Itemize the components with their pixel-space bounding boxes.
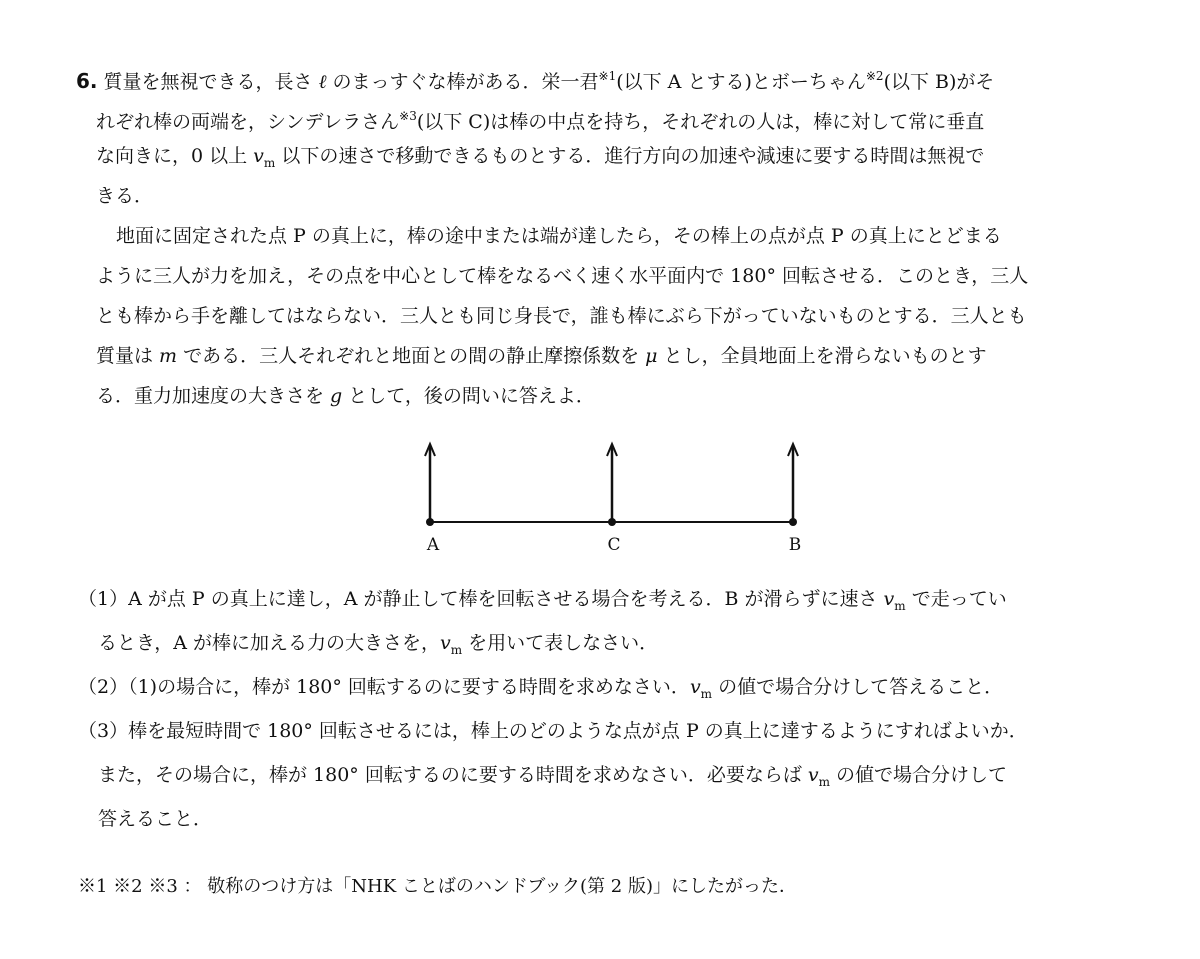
text: (以下 B)がそ: [883, 71, 995, 93]
problem-line-4: きる．: [96, 185, 154, 207]
math-v-subscript: m: [263, 156, 276, 170]
math-m: m: [159, 345, 178, 367]
label-c: C: [607, 535, 621, 555]
footnote-ref-2: ※2: [865, 69, 884, 83]
text: る．重力加速度の大きさを: [96, 385, 331, 407]
math-v-subscript: m: [700, 687, 713, 701]
problem-line-6: ように三人が力を加え，その点を中心として棒をなるべく速く水平面内で 180° 回転させる．このとき，三人: [96, 265, 1029, 287]
math-mu: μ: [645, 345, 658, 367]
label-b: B: [788, 535, 802, 555]
questions: [78, 577, 1138, 841]
math-v: v: [440, 632, 451, 654]
math-v: v: [883, 588, 895, 610]
text: とし，全員地面上を滑らないものとす: [657, 345, 987, 367]
question-1-line-2: [78, 621, 1138, 665]
math-v: v: [253, 145, 264, 167]
question-3-line-3: 答えること．: [98, 808, 213, 830]
text: の値で場合分けして答えること．: [712, 676, 1004, 698]
text: （1）A が点 P の真上に達し，A が静止して棒を回転させる場合を考える．B が滑らずに速さ: [78, 588, 884, 610]
text: 以下の速さで移動できるものとする．進行方向の加速や減速に要する時間は無視で: [275, 145, 985, 167]
math-v: v: [689, 676, 701, 698]
question-3-line-2: [78, 753, 1138, 797]
text: また，その場合に，棒が 180° 回転するのに要する時間を求めなさい．必要ならば: [98, 764, 808, 786]
math-v-subscript: m: [450, 643, 463, 657]
text: を用いて表しなさい．: [462, 632, 659, 654]
point-a-dot: [426, 518, 434, 526]
problem-number: 6.: [76, 69, 98, 93]
footnote: ※1 ※2 ※3 ： 敬称のつけ方は「NHK ことばのハンドブック(第 2 版)」にしたがった．: [78, 876, 797, 897]
math-g: g: [330, 385, 343, 407]
problem-line-7: とも棒から手を離してはならない．三人とも同じ身長で，誰も棒にぶら下がっていないものとする．三人とも: [96, 305, 1027, 327]
problem-line-3: [76, 136, 1126, 176]
text: （2）（1)の場合に，棒が 180° 回転するのに要する時間を求めなさい．: [78, 676, 690, 698]
footnote-ref-3: ※3: [399, 109, 417, 123]
text: の値で場合分けして: [830, 764, 1008, 786]
text: (以下 A とする)とボーちゃん: [616, 71, 866, 93]
text: 質量を無視できる，長さ: [103, 71, 319, 93]
footnote-ref-1: ※1: [598, 69, 617, 83]
point-c-dot: [608, 518, 616, 526]
text: な向きに，0 以上: [96, 145, 254, 167]
text: (以下 C)は棒の中点を持ち，それぞれの人は，棒に対して常に垂直: [416, 111, 985, 133]
problem-line-9: [76, 376, 1126, 416]
math-ell: ℓ: [318, 71, 327, 93]
problem-line-8: [76, 336, 1126, 376]
problem-line-5: 地面に固定された点 P の真上に，棒の途中または端が達したら，その棒上の点が点 P の真上にとどまる: [116, 225, 1002, 247]
math-v-subscript: m: [818, 775, 831, 789]
text: として，後の問いに答えよ．: [342, 385, 595, 407]
rod-diagram-svg: [400, 430, 820, 570]
text: 質量は: [96, 345, 160, 367]
text: のまっすぐな棒がある．栄一君: [326, 71, 599, 93]
label-a: A: [426, 535, 440, 555]
text: で走ってい: [905, 588, 1007, 610]
math-v-subscript: m: [894, 599, 906, 613]
question-2-line-1: [78, 665, 1138, 709]
text: れぞれ棒の両端を，シンデレラさん: [96, 111, 400, 133]
rod-diagram: [400, 430, 820, 570]
math-v: v: [807, 764, 819, 786]
problem-line-1: [76, 56, 1126, 96]
question-3-line-1: （3）棒を最短時間で 180° 回転させるには，棒上のどのような点が点 P の真上に達するようにすればよいか．: [78, 720, 1028, 742]
point-b-dot: [789, 518, 797, 526]
problem-statement: [76, 56, 1126, 416]
problem-line-2: [76, 96, 1126, 136]
question-1-line-1: [78, 577, 1138, 621]
text: である．三人それぞれと地面との間の静止摩擦係数を: [177, 345, 646, 367]
text: るとき，A が棒に加える力の大きさを，: [98, 632, 441, 654]
